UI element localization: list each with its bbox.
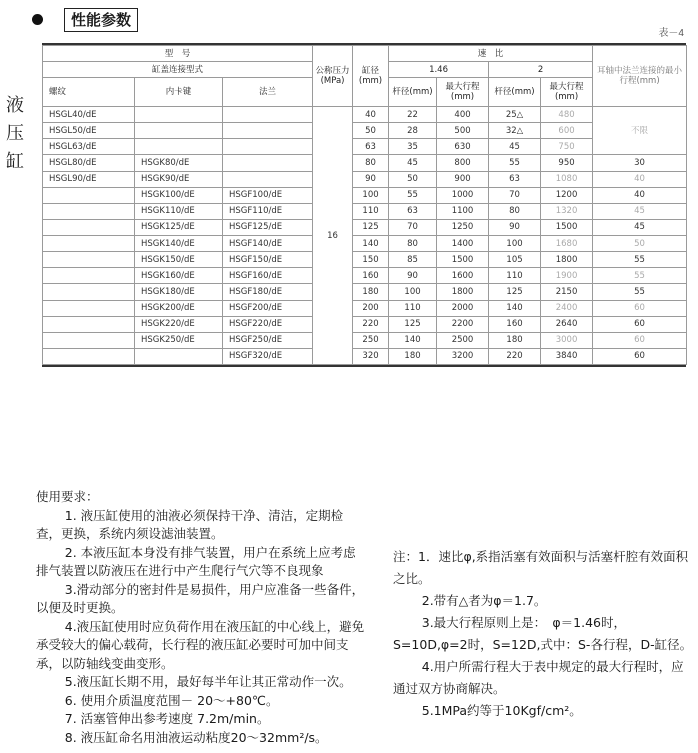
requirements-title: 使用要求：	[36, 489, 99, 504]
cell-bore: 220	[353, 316, 389, 332]
cell-stroke-a: 2000	[437, 300, 489, 316]
cell-stroke-b: 1500	[541, 219, 593, 235]
section-title: 性能参数	[64, 8, 138, 32]
cell-rod-b: 105	[489, 252, 541, 268]
cell-flange: HSGF140/dE	[223, 236, 313, 252]
table-row	[43, 123, 687, 139]
cell-flange	[223, 107, 313, 123]
cell-stroke-a: 2200	[437, 316, 489, 332]
header-clamp: 内卡键	[135, 78, 223, 107]
cell-min-stroke: 45	[593, 219, 687, 235]
requirement-item: 8. 液压缸命名用油液运动粘度20～32mm²/s。	[64, 729, 328, 745]
cell-rod-b: 63	[489, 171, 541, 187]
header-speed-ratio: 速 比	[389, 46, 593, 62]
cell-rod-b: 80	[489, 203, 541, 219]
cell-clamp: HSGK180/dE	[135, 284, 223, 300]
cell-rod-a: 80	[389, 236, 437, 252]
cell-clamp: HSGK250/dE	[135, 332, 223, 348]
cell-thread	[43, 300, 135, 316]
cell-stroke-a: 1500	[437, 252, 489, 268]
cell-rod-a: 100	[389, 284, 437, 300]
cell-flange: HSGF200/dE	[223, 300, 313, 316]
cell-min-stroke: 40	[593, 171, 687, 187]
cell-clamp	[135, 123, 223, 139]
cell-clamp: HSGK110/dE	[135, 203, 223, 219]
table-row	[43, 300, 687, 316]
requirement-item: 6. 使用介质温度范围－ 20～+80℃。	[64, 692, 279, 708]
header-connection: 缸盖连接型式	[43, 62, 313, 78]
cell-min-stroke: 55	[593, 252, 687, 268]
cell-rod-a: 180	[389, 348, 437, 364]
header-stroke-b: 最大行程(mm)	[541, 78, 593, 107]
cell-min-stroke: 40	[593, 187, 687, 203]
cell-stroke-a: 2500	[437, 332, 489, 348]
cell-stroke-b: 600	[541, 123, 593, 139]
note-item: 5.1MPa约等于10Kgf/cm²。	[421, 703, 582, 718]
table-row	[43, 203, 687, 219]
header-rod-a: 杆径(mm)	[389, 78, 437, 107]
cell-thread	[43, 236, 135, 252]
header-thread: 螺纹	[43, 78, 135, 107]
cell-rod-a: 85	[389, 252, 437, 268]
table-row	[43, 107, 687, 123]
table-row	[43, 284, 687, 300]
cell-min-stroke: 45	[593, 203, 687, 219]
cell-stroke-a: 630	[437, 139, 489, 155]
cell-clamp: HSGK220/dE	[135, 316, 223, 332]
cell-min-stroke: 50	[593, 236, 687, 252]
cell-stroke-a: 800	[437, 155, 489, 171]
cell-rod-b: 180	[489, 332, 541, 348]
cell-thread	[43, 203, 135, 219]
cell-rod-a: 70	[389, 219, 437, 235]
cell-rod-b: 55	[489, 155, 541, 171]
cell-bore: 160	[353, 268, 389, 284]
table-row	[43, 348, 687, 364]
cell-rod-b: 220	[489, 348, 541, 364]
cell-stroke-a: 1600	[437, 268, 489, 284]
cell-flange	[223, 139, 313, 155]
cell-rod-b: 70	[489, 187, 541, 203]
cell-rod-a: 110	[389, 300, 437, 316]
cell-rod-a: 35	[389, 139, 437, 155]
header-rod-b: 杆径(mm)	[489, 78, 541, 107]
cell-stroke-a: 900	[437, 171, 489, 187]
cell-thread: HSGL50/dE	[43, 123, 135, 139]
cell-flange	[223, 123, 313, 139]
cell-stroke-b: 1320	[541, 203, 593, 219]
cell-thread	[43, 219, 135, 235]
cell-thread: HSGL40/dE	[43, 107, 135, 123]
cell-bore: 150	[353, 252, 389, 268]
requirement-item: 2. 本液压缸本身没有排气装置，用户在系统上应考虑排气装置以防液压在进行中产生爬行气穴等不良现象	[36, 544, 356, 578]
cell-min-stroke-na: 不限	[593, 107, 687, 155]
cell-bore: 40	[353, 107, 389, 123]
cell-rod-b: 90	[489, 219, 541, 235]
cell-flange	[223, 155, 313, 171]
cell-flange: HSGF320/dE	[223, 348, 313, 364]
cell-flange: HSGF125/dE	[223, 219, 313, 235]
cell-clamp: HSGK100/dE	[135, 187, 223, 203]
cell-min-stroke: 60	[593, 332, 687, 348]
cell-stroke-b: 950	[541, 155, 593, 171]
note-item: 注：1．速比φ,系指活塞有效面积与活塞杆腔有效面积之比。	[393, 549, 689, 586]
cell-stroke-a: 1000	[437, 187, 489, 203]
requirement-item: 3.滑动部分的密封件是易损件，用户应准备一些备件，以便及时更换。	[36, 581, 365, 615]
table-row	[43, 316, 687, 332]
cell-clamp	[135, 348, 223, 364]
cell-stroke-a: 3200	[437, 348, 489, 364]
cell-stroke-b: 1080	[541, 171, 593, 187]
cell-min-stroke: 55	[593, 268, 687, 284]
cell-bore: 320	[353, 348, 389, 364]
cell-stroke-b: 2640	[541, 316, 593, 332]
cell-thread: HSGL90/dE	[43, 171, 135, 187]
cell-bore: 63	[353, 139, 389, 155]
cell-rod-a: 22	[389, 107, 437, 123]
cell-bore: 100	[353, 187, 389, 203]
cell-rod-a: 50	[389, 171, 437, 187]
cell-stroke-a: 1400	[437, 236, 489, 252]
requirement-item: 5.液压缸长期不用，最好每半年让其正常动作一次。	[64, 674, 352, 689]
cell-thread	[43, 348, 135, 364]
header-model: 型 号	[43, 46, 313, 62]
cell-clamp: HSGK160/dE	[135, 268, 223, 284]
cell-thread	[43, 252, 135, 268]
header-pressure: 公称压力(MPa)	[313, 46, 353, 107]
cell-rod-b: 100	[489, 236, 541, 252]
cell-rod-a: 125	[389, 316, 437, 332]
cell-rod-b: 110	[489, 268, 541, 284]
cell-bore: 200	[353, 300, 389, 316]
cell-stroke-b: 1900	[541, 268, 593, 284]
cell-stroke-a: 1250	[437, 219, 489, 235]
cell-bore: 180	[353, 284, 389, 300]
cell-clamp: HSGK150/dE	[135, 252, 223, 268]
cell-clamp: HSGK140/dE	[135, 236, 223, 252]
spec-table	[42, 45, 687, 365]
cell-rod-a: 55	[389, 187, 437, 203]
cell-stroke-b: 750	[541, 139, 593, 155]
cell-thread	[43, 268, 135, 284]
header-stroke-a: 最大行程(mm)	[437, 78, 489, 107]
cell-clamp: HSGK125/dE	[135, 219, 223, 235]
cell-bore: 90	[353, 171, 389, 187]
cell-flange: HSGF250/dE	[223, 332, 313, 348]
side-label-char: 液	[6, 95, 24, 116]
table-row	[43, 332, 687, 348]
cell-rod-b: 32△	[489, 123, 541, 139]
cell-thread	[43, 316, 135, 332]
cell-thread: HSGL63/dE	[43, 139, 135, 155]
cell-flange: HSGF180/dE	[223, 284, 313, 300]
table-row	[43, 171, 687, 187]
header-ratio-a: 1.46	[389, 62, 489, 78]
header-flange: 法兰	[223, 78, 313, 107]
cell-min-stroke: 60	[593, 316, 687, 332]
cell-min-stroke: 30	[593, 155, 687, 171]
cell-rod-a: 90	[389, 268, 437, 284]
table-notes	[393, 546, 693, 722]
requirement-item: 1. 液压缸使用的油液必须保持干净、清洁，定期检查，更换，系统内须设滤油装置。	[36, 507, 344, 541]
cell-rod-b: 125	[489, 284, 541, 300]
cell-rod-a: 45	[389, 155, 437, 171]
cell-bore: 50	[353, 123, 389, 139]
cell-flange: HSGF150/dE	[223, 252, 313, 268]
cell-stroke-a: 1100	[437, 203, 489, 219]
cell-clamp	[135, 139, 223, 155]
table-row	[43, 139, 687, 155]
cell-flange: HSGF100/dE	[223, 187, 313, 203]
side-label	[6, 92, 26, 176]
cell-rod-a: 63	[389, 203, 437, 219]
cell-stroke-b: 3840	[541, 348, 593, 364]
cell-stroke-b: 1680	[541, 236, 593, 252]
table-row	[43, 187, 687, 203]
cell-pressure: 16	[313, 107, 353, 365]
cell-rod-b: 160	[489, 316, 541, 332]
table-row	[43, 252, 687, 268]
cell-thread	[43, 187, 135, 203]
cell-thread	[43, 332, 135, 348]
note-item: 4.用户所需行程大于表中规定的最大行程时，应通过双方协商解决。	[393, 659, 684, 696]
cell-clamp: HSGK200/dE	[135, 300, 223, 316]
cell-stroke-b: 1200	[541, 187, 593, 203]
cell-stroke-b: 2400	[541, 300, 593, 316]
header-ratio-b: 2	[489, 62, 593, 78]
cell-thread	[43, 284, 135, 300]
bullet-icon	[32, 14, 43, 25]
note-item: 2.带有△者为φ＝1.7。	[421, 593, 547, 608]
table-number: 表－4	[658, 28, 684, 39]
cell-bore: 125	[353, 219, 389, 235]
cell-flange: HSGF160/dE	[223, 268, 313, 284]
cell-flange: HSGF110/dE	[223, 203, 313, 219]
table-row	[43, 268, 687, 284]
cell-min-stroke: 60	[593, 348, 687, 364]
table-row	[43, 219, 687, 235]
cell-min-stroke: 60	[593, 300, 687, 316]
cell-thread: HSGL80/dE	[43, 155, 135, 171]
table-row	[43, 236, 687, 252]
table-row	[43, 155, 687, 171]
cell-rod-a: 140	[389, 332, 437, 348]
side-label-char: 缸	[6, 151, 24, 172]
note-item: 3.最大行程原则上是： φ＝1.46时，S=10D,φ=2时，S=12D,式中：S-各行程，D-缸径。	[393, 615, 693, 652]
requirement-item: 4.液压缸使用时应负荷作用在液压缸的中心线上，避免承受较大的偏心载荷，长行程的液压缸必要时可加中间支承，以防轴线变曲变形。	[36, 618, 365, 671]
cell-rod-a: 28	[389, 123, 437, 139]
cell-stroke-a: 400	[437, 107, 489, 123]
cell-rod-b: 45	[489, 139, 541, 155]
cell-bore: 110	[353, 203, 389, 219]
cell-rod-b: 25△	[489, 107, 541, 123]
usage-requirements	[36, 488, 366, 747]
cell-stroke-b: 480	[541, 107, 593, 123]
cell-flange: HSGF220/dE	[223, 316, 313, 332]
cell-stroke-a: 1800	[437, 284, 489, 300]
cell-stroke-b: 3000	[541, 332, 593, 348]
side-label-char: 压	[6, 123, 24, 144]
cell-clamp: HSGK80/dE	[135, 155, 223, 171]
cell-stroke-b: 1800	[541, 252, 593, 268]
cell-flange	[223, 171, 313, 187]
cell-clamp: HSGK90/dE	[135, 171, 223, 187]
cell-bore: 250	[353, 332, 389, 348]
cell-stroke-a: 500	[437, 123, 489, 139]
cell-clamp	[135, 107, 223, 123]
header-bore: 缸径(mm)	[353, 46, 389, 107]
cell-bore: 80	[353, 155, 389, 171]
header-min-stroke: 耳轴中法兰连接的最小行程(mm)	[593, 46, 687, 107]
requirement-item: 7. 活塞管伸出参考速度 7.2m/min。	[64, 711, 270, 726]
cell-bore: 140	[353, 236, 389, 252]
cell-rod-b: 140	[489, 300, 541, 316]
cell-min-stroke: 55	[593, 284, 687, 300]
spec-table-wrapper	[42, 43, 686, 367]
cell-stroke-b: 2150	[541, 284, 593, 300]
